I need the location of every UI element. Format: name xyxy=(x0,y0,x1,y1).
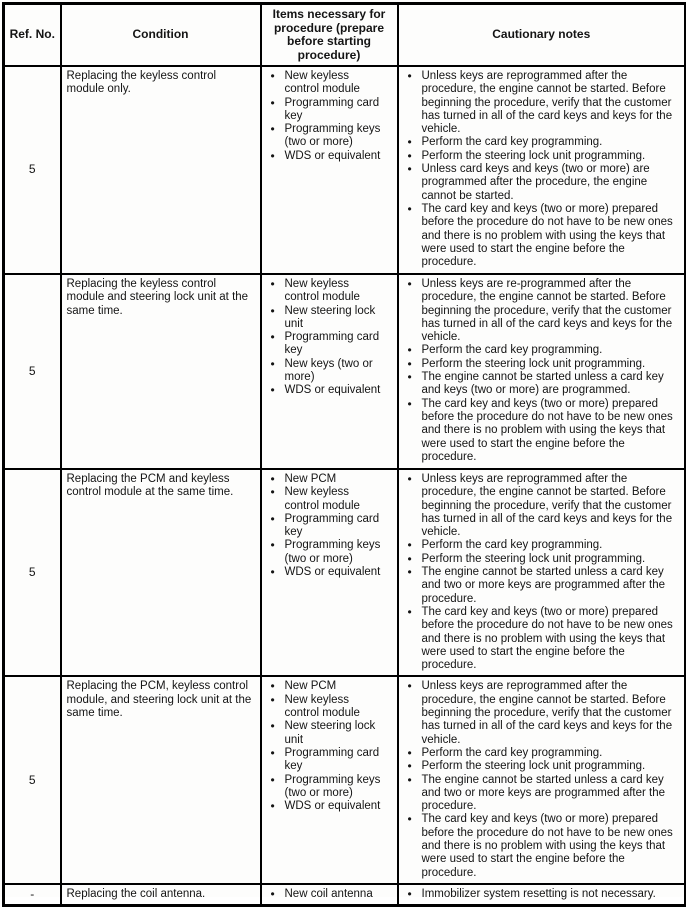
cautionary-notes-cell xyxy=(398,676,686,883)
cautionary-notes-cell xyxy=(398,884,686,906)
item-entry: • Programming card key xyxy=(266,331,393,358)
cautionary-notes-cell xyxy=(398,274,686,469)
header-condition: Condition xyxy=(61,4,261,67)
header-ref-no: Ref. No. xyxy=(4,4,61,67)
note-entry: • Perform the card key programming. xyxy=(403,747,681,760)
table-row xyxy=(4,66,686,274)
item-entry: • Programming card key xyxy=(266,747,393,774)
note-entry: • The engine cannot be started unless a card key and keys (two or more) are programmed. xyxy=(403,371,681,398)
note-entry: • Perform the steering lock unit programming. xyxy=(403,358,681,371)
header-items: Items necessary for procedure (prepare before starting procedure) xyxy=(261,4,398,67)
items-list xyxy=(266,70,393,163)
note-entry: • The engine cannot be started unless a card key and two or more keys are programmed after the procedure. xyxy=(403,774,681,814)
item-entry: • New PCM xyxy=(266,473,393,486)
note-entry: • Perform the steering lock unit programming. xyxy=(403,150,681,163)
items-list xyxy=(266,473,393,579)
condition-cell: Replacing the PCM, keyless control module, and steering lock unit at the same time. xyxy=(61,676,261,883)
item-entry: • New steering lock unit xyxy=(266,305,393,332)
condition-cell: Replacing the PCM and keyless control module at the same time. xyxy=(61,469,261,676)
item-entry: • WDS or equivalent xyxy=(266,800,393,813)
table-row xyxy=(4,884,686,906)
note-entry: • Immobilizer system resetting is not necessary. xyxy=(403,888,681,901)
item-entry: • New steering lock unit xyxy=(266,720,393,747)
item-entry: • Programming keys (two or more) xyxy=(266,774,393,801)
table-row xyxy=(4,469,686,676)
item-entry: • New keys (two or more) xyxy=(266,358,393,385)
note-entry: • The card key and keys (two or more) prepared before the procedure do not have to be new ones and there is no problem with using the keys that were used to start the engine before the procedure. xyxy=(403,813,681,879)
cautionary-notes-cell xyxy=(398,66,686,274)
note-entry: • Perform the card key programming. xyxy=(403,344,681,357)
item-entry: • Programming keys (two or more) xyxy=(266,539,393,566)
note-entry: • Unless keys are reprogrammed after the procedure, the engine cannot be started. Before beginning the procedure, verify that the customer has turned in all of the card keys and keys for the vehicle. xyxy=(403,680,681,746)
item-entry: • WDS or equivalent xyxy=(266,566,393,579)
immobilizer-procedure-table xyxy=(2,2,686,907)
table-row xyxy=(4,274,686,469)
ref-no-cell: 5 xyxy=(4,66,61,274)
items-cell xyxy=(261,884,398,906)
notes-list xyxy=(403,70,681,269)
item-entry: • WDS or equivalent xyxy=(266,384,393,397)
condition-cell: Replacing the keyless control module only. xyxy=(61,66,261,274)
notes-list xyxy=(403,473,681,672)
notes-list xyxy=(403,680,681,879)
header-row xyxy=(4,4,686,67)
items-cell xyxy=(261,469,398,676)
item-entry: • New keyless control module xyxy=(266,694,393,721)
note-entry: • The engine cannot be started unless a card key and two or more keys are programmed after the procedure. xyxy=(403,566,681,606)
condition-cell: Replacing the coil antenna. xyxy=(61,884,261,906)
note-entry: • The card key and keys (two or more) prepared before the procedure do not have to be new ones and there is no problem with using the keys that were used to start the engine before the procedure. xyxy=(403,398,681,464)
notes-list xyxy=(403,278,681,464)
item-entry: • New PCM xyxy=(266,680,393,693)
items-list xyxy=(266,680,393,813)
table-row xyxy=(4,676,686,883)
notes-list xyxy=(403,888,681,901)
note-entry: • The card key and keys (two or more) prepared before the procedure do not have to be new ones and there is no problem with using the keys that were used to start the engine before the procedure. xyxy=(403,203,681,269)
ref-no-cell: 5 xyxy=(4,676,61,883)
ref-no-cell: 5 xyxy=(4,469,61,676)
note-entry: • Perform the steering lock unit programming. xyxy=(403,553,681,566)
table-body xyxy=(4,66,686,906)
item-entry: • New keyless control module xyxy=(266,486,393,513)
note-entry: • Perform the card key programming. xyxy=(403,136,681,149)
item-entry: • Programming keys (two or more) xyxy=(266,123,393,150)
item-entry: • New coil antenna xyxy=(266,888,393,901)
note-entry: • Unless keys are re-programmed after the procedure, the engine cannot be started. Before beginning the procedure, verify that the customer has turned in all of the card keys and keys for the vehicle. xyxy=(403,278,681,344)
note-entry: • Unless card keys and keys (two or more) are programmed after the procedure, the engine cannot be started. xyxy=(403,163,681,203)
condition-cell: Replacing the keyless control module and steering lock unit at the same time. xyxy=(61,274,261,469)
header-cautionary-notes: Cautionary notes xyxy=(398,4,686,67)
item-entry: • New keyless control module xyxy=(266,70,393,97)
items-cell xyxy=(261,676,398,883)
item-entry: • Programming card key xyxy=(266,513,393,540)
items-cell xyxy=(261,274,398,469)
item-entry: • New keyless control module xyxy=(266,278,393,305)
cautionary-notes-cell xyxy=(398,469,686,676)
ref-no-cell: - xyxy=(4,884,61,906)
items-list xyxy=(266,278,393,398)
note-entry: • Perform the steering lock unit programming. xyxy=(403,760,681,773)
ref-no-cell: 5 xyxy=(4,274,61,469)
note-entry: • Unless keys are reprogrammed after the procedure, the engine cannot be started. Before beginning the procedure, verify that the customer has turned in all of the card keys and keys for the vehicle. xyxy=(403,473,681,539)
note-entry: • Perform the card key programming. xyxy=(403,539,681,552)
item-entry: • WDS or equivalent xyxy=(266,150,393,163)
note-entry: • Unless keys are reprogrammed after the procedure, the engine cannot be started. Before beginning the procedure, verify that the customer has turned in all of the card keys and keys for the vehicle. xyxy=(403,70,681,136)
items-list xyxy=(266,888,393,901)
items-cell xyxy=(261,66,398,274)
note-entry: • The card key and keys (two or more) prepared before the procedure do not have to be new ones and there is no problem with using the keys that were used to start the engine before the procedure. xyxy=(403,606,681,672)
item-entry: • Programming card key xyxy=(266,97,393,124)
